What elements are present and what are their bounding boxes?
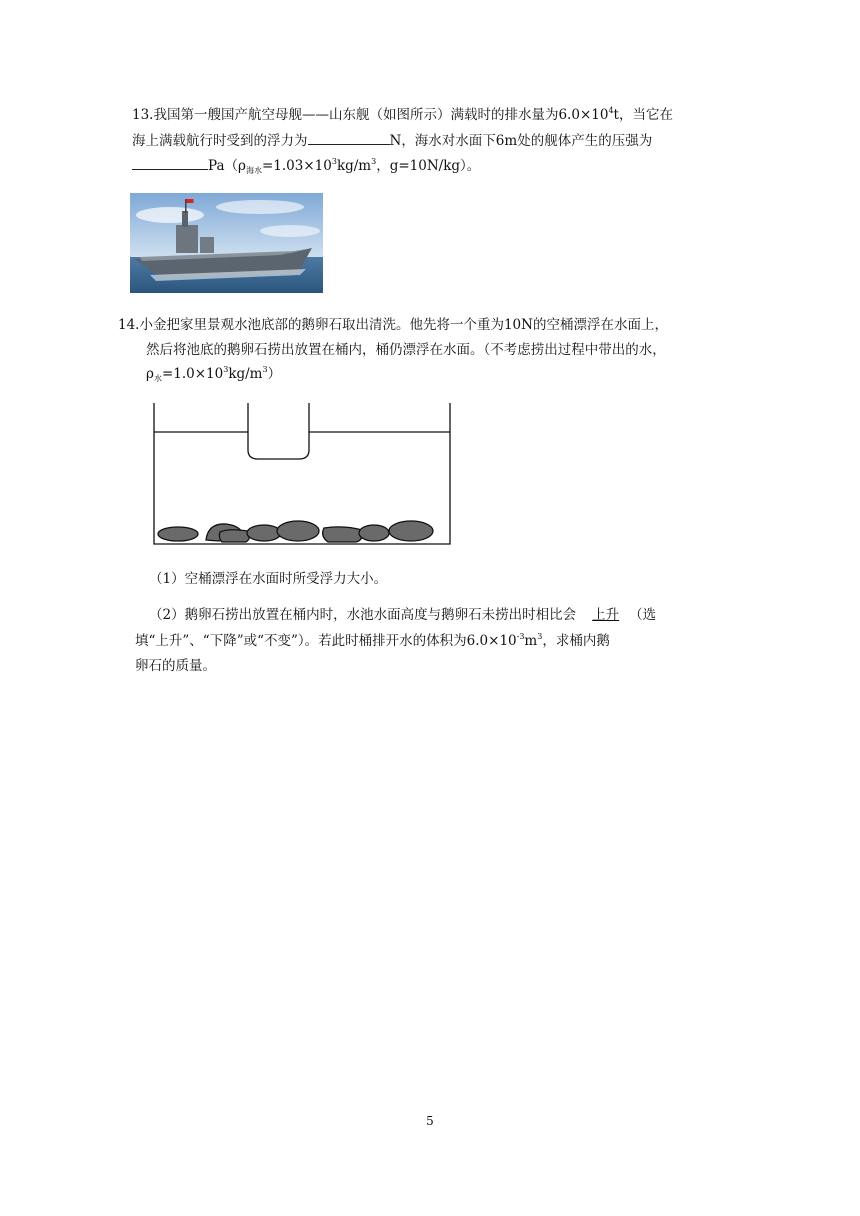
q14-text: ，求桶内鹅 xyxy=(542,633,610,649)
subscript: 海水 xyxy=(245,166,262,175)
exponent: 3 xyxy=(537,632,543,641)
q14-text: 14.小金把家里景观水池底部的鹅卵石取出清洗。他先将一个重为10N的空桶漂浮在水面上， xyxy=(118,317,668,333)
q13-text: 海上满载航行时受到的浮力为 xyxy=(132,133,308,149)
exponent: -3 xyxy=(516,632,525,641)
q14-line-3 xyxy=(146,366,281,382)
q14-text: 卵石的质量。 xyxy=(135,658,216,674)
q14-text: m xyxy=(524,633,538,649)
q14-text: 然后将池底的鹅卵石捞出放置在桶内，桶仍漂浮在水面。（不考虑捞出过程中带出的水， xyxy=(146,342,666,358)
q13-text: Pa（ρ xyxy=(208,158,246,174)
q14-text: （2）鹅卵石捞出放置在桶内时，水池水面高度与鹅卵石未捞出时相比会 xyxy=(149,607,577,623)
q14-text: 填“上升”、“下降”或“不变”）。若此时桶排开水的体积为6.0×10 xyxy=(135,633,517,649)
q14-line-2 xyxy=(146,342,666,358)
q14-text: （选 xyxy=(629,607,657,623)
answer-blank-pressure[interactable] xyxy=(132,157,208,170)
q13-text: kg/m xyxy=(336,158,372,174)
q13-line-1 xyxy=(132,107,673,123)
aircraft-carrier-photo xyxy=(130,193,323,293)
exponent: 3 xyxy=(371,157,377,166)
pebbles xyxy=(158,521,433,542)
q14-part-1-text: （1）空桶漂浮在水面时所受浮力大小。 xyxy=(149,571,388,587)
q13-text: 13.我国第一艘国产航空母舰——山东舰（如图所示）满载时的排水量为6.0×10 xyxy=(132,107,609,123)
q13-text: N，海水对水面下6m处的舰体产生的压强为 xyxy=(389,133,653,149)
subscript: 水 xyxy=(153,374,162,383)
bucket xyxy=(248,403,309,459)
q14-part-2-line-1 xyxy=(149,607,656,623)
q14-part-2-line-2 xyxy=(135,633,610,649)
q14-part-1 xyxy=(149,571,387,587)
q14-text: ） xyxy=(267,366,282,382)
q13-text: ，g=10N/kg）。 xyxy=(376,158,481,174)
exponent: 3 xyxy=(262,365,268,374)
exponent: 3 xyxy=(331,157,337,166)
q14-text: =1.0×10 xyxy=(161,366,224,382)
answer-filled[interactable]: 上升 xyxy=(592,607,620,623)
q14-part-2-line-3 xyxy=(135,658,216,674)
exponent: 4 xyxy=(608,106,614,115)
q13-line-2 xyxy=(132,132,652,149)
q13-line-3 xyxy=(132,157,480,174)
page-number: 5 xyxy=(426,1114,434,1128)
q14-text: ρ xyxy=(146,366,154,382)
q14-text: kg/m xyxy=(228,366,263,382)
q13-text: t，当它在 xyxy=(613,107,673,123)
pool-bucket-diagram xyxy=(148,400,454,550)
answer-blank-buoyancy[interactable] xyxy=(308,132,390,145)
q14-line-1 xyxy=(118,317,668,333)
exponent: 3 xyxy=(223,365,229,374)
q13-text: =1.03×10 xyxy=(261,158,332,174)
